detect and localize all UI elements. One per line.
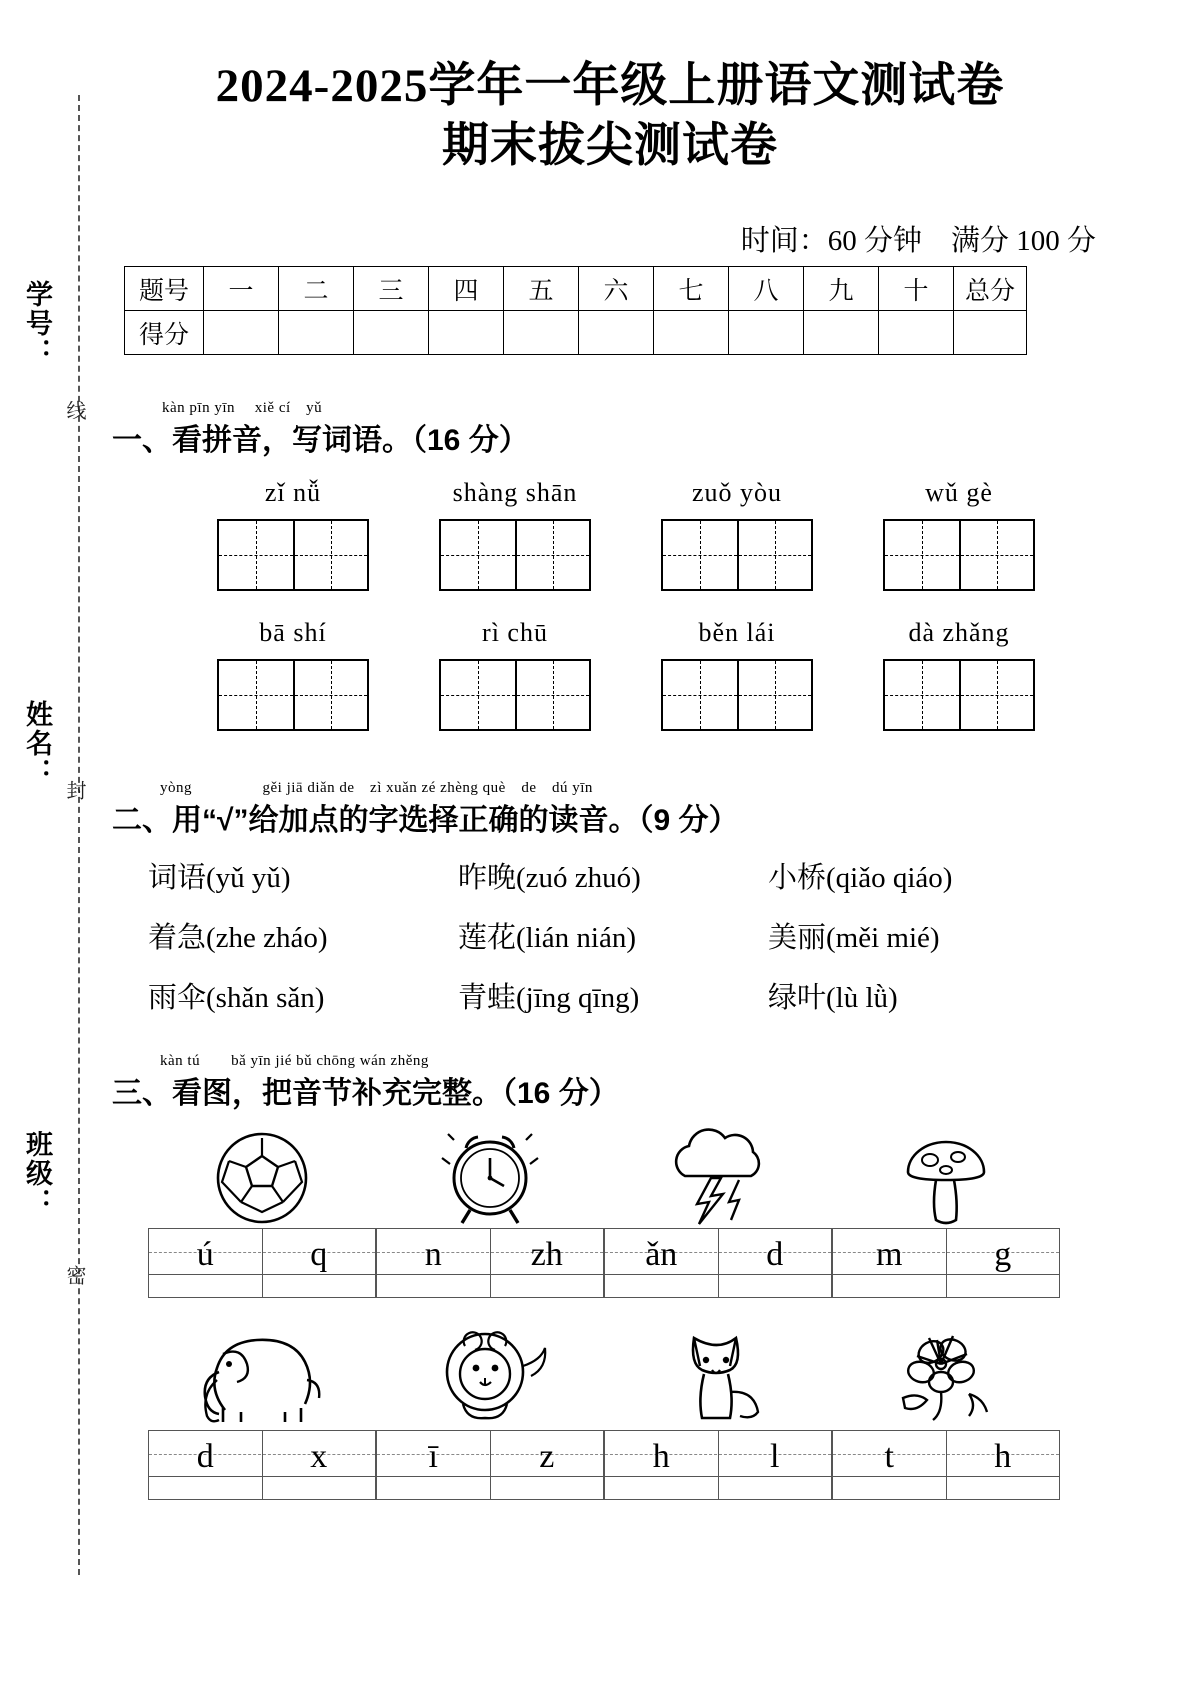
- pinyin-letter-slot[interactable]: [718, 1431, 832, 1499]
- pinyin-box: [832, 1430, 1060, 1500]
- score-col-8: 八: [729, 267, 804, 311]
- section-2-heading: [112, 780, 739, 839]
- lightning-cloud-icon: [604, 1110, 832, 1228]
- score-col-total: 总分: [954, 267, 1027, 311]
- tianzige-item: [848, 478, 1070, 594]
- picture-row-2: [148, 1312, 1158, 1430]
- pinyin-letter-slot[interactable]: [718, 1229, 832, 1297]
- pinyin-choice-item[interactable]: 小桥(qiǎo qiáo): [768, 862, 953, 894]
- left-margin-column: [0, 0, 110, 1684]
- pinyin-box: [604, 1430, 832, 1500]
- pinyin-prompt: běn lái: [698, 618, 776, 647]
- pinyin-letter: l: [770, 1438, 780, 1475]
- pinyin-letter-slot[interactable]: [490, 1229, 604, 1297]
- tianzige-cell[interactable]: [219, 521, 293, 589]
- tianzige-grid[interactable]: [883, 659, 1035, 731]
- alarm-clock-icon: [376, 1110, 604, 1228]
- tianzige-cell[interactable]: [737, 521, 811, 589]
- score-input-4[interactable]: [429, 311, 504, 355]
- score-table-row-label-2: 得分: [125, 311, 204, 355]
- score-table-input-row: [125, 311, 1027, 355]
- peach-blossom-icon: [832, 1312, 1060, 1430]
- mushroom-icon: [832, 1110, 1060, 1228]
- tianzige-grid[interactable]: [217, 519, 369, 591]
- section-3-title: 三、看图，把音节补充完整。（16 分）: [112, 1077, 619, 1110]
- tianzige-cell[interactable]: [293, 521, 367, 589]
- pinyin-letter-slot[interactable]: [377, 1229, 490, 1297]
- pinyin-choice-item[interactable]: 着急(zhe zháo): [148, 922, 328, 954]
- score-input-8[interactable]: [729, 311, 804, 355]
- pinyin-prompt: wǔ gè: [925, 478, 993, 507]
- pinyin-prompt: shàng shān: [452, 478, 578, 507]
- seal-char-xian: 线: [63, 400, 85, 422]
- picture-row-1: [148, 1110, 1158, 1228]
- tianzige-cell[interactable]: [737, 661, 811, 729]
- tianzige-cell[interactable]: [219, 661, 293, 729]
- section-2-body: [148, 855, 1148, 1035]
- tianzige-item: [404, 478, 626, 594]
- pinyin-box: [148, 1430, 376, 1500]
- pinyin-choice-row: [148, 855, 1148, 896]
- pinyin-choice-row: [148, 915, 1148, 956]
- tianzige-cell[interactable]: [441, 661, 515, 729]
- score-col-4: 四: [429, 267, 504, 311]
- section-1-title: 一、看拼音，写词语。（16 分）: [112, 424, 529, 457]
- pinyin-letter-slot[interactable]: [605, 1229, 718, 1297]
- fox-icon: [604, 1312, 832, 1430]
- pinyin-box-row-2: [148, 1430, 1158, 1500]
- score-input-5[interactable]: [504, 311, 579, 355]
- pinyin-box-row-1: [148, 1228, 1158, 1298]
- title-line-2: 期末拔尖测试卷: [442, 120, 778, 172]
- pinyin-letter: d: [196, 1438, 214, 1475]
- pinyin-letter: ī: [428, 1438, 438, 1475]
- pinyin-prompt: zuǒ yòu: [691, 478, 783, 507]
- score-col-5: 五: [504, 267, 579, 311]
- tianzige-item: [626, 618, 848, 734]
- tianzige-cell[interactable]: [293, 661, 367, 729]
- section-3-heading: [112, 1053, 619, 1112]
- pinyin-prompt: bā shí: [259, 618, 327, 647]
- field-label-class: 班级：: [22, 1130, 52, 1217]
- pinyin-letter: t: [884, 1438, 894, 1475]
- pinyin-letter-slot[interactable]: [946, 1229, 1060, 1297]
- section-1-body: [112, 478, 1112, 758]
- score-input-6[interactable]: [579, 311, 654, 355]
- field-label-name: 姓名：: [22, 700, 52, 787]
- tianzige-cell[interactable]: [515, 661, 589, 729]
- pinyin-letter-slot[interactable]: [149, 1431, 262, 1499]
- pinyin-letter-slot[interactable]: [262, 1229, 376, 1297]
- tianzige-item: [626, 478, 848, 594]
- soccer-ball-icon: [148, 1110, 376, 1228]
- pinyin-letter: x: [310, 1438, 328, 1475]
- exam-meta-info: 时间：60 分钟 满分 100 分: [740, 225, 1096, 257]
- pinyin-choice-row: [148, 975, 1148, 1016]
- section-2-pinyin: yòng gěi jiā diǎn de zì xuǎn zé zhèng què de dú yīn: [160, 780, 593, 796]
- score-input-3[interactable]: [354, 311, 429, 355]
- score-col-9: 九: [804, 267, 879, 311]
- pinyin-letter-slot[interactable]: [833, 1229, 946, 1297]
- tianzige-row-2: [182, 618, 1112, 734]
- score-input-1[interactable]: [204, 311, 279, 355]
- tianzige-grid[interactable]: [439, 659, 591, 731]
- score-col-10: 十: [879, 267, 954, 311]
- seal-char-mi: 密: [63, 1265, 85, 1287]
- pinyin-box: [832, 1228, 1060, 1298]
- score-input-9[interactable]: [804, 311, 879, 355]
- pinyin-letter: n: [424, 1236, 442, 1273]
- pinyin-choice-item[interactable]: 词语(yǔ yǔ): [148, 862, 291, 894]
- pinyin-choice-item[interactable]: 绿叶(lù lǜ): [768, 982, 898, 1014]
- pinyin-letter: z: [539, 1438, 555, 1475]
- tianzige-grid[interactable]: [439, 519, 591, 591]
- pinyin-letter: m: [876, 1236, 903, 1273]
- pinyin-letter: h: [652, 1438, 670, 1475]
- pinyin-letter: zh: [530, 1236, 563, 1273]
- tianzige-cell[interactable]: [959, 661, 1033, 729]
- tianzige-item: [182, 618, 404, 734]
- pinyin-box: [148, 1228, 376, 1298]
- field-label-student-number: 学号：: [22, 280, 52, 367]
- pinyin-letter: g: [994, 1236, 1012, 1273]
- lion-icon: [376, 1312, 604, 1430]
- pinyin-box: [604, 1228, 832, 1298]
- pinyin-letter-slot[interactable]: [149, 1229, 262, 1297]
- pinyin-letter: ú: [196, 1236, 214, 1273]
- tianzige-cell[interactable]: [515, 521, 589, 589]
- section-1-pinyin: kàn pīn yīn xiě cí yǔ: [162, 400, 323, 416]
- score-col-1: 一: [204, 267, 279, 311]
- pinyin-letter-slot[interactable]: [833, 1431, 946, 1499]
- pinyin-letter: d: [766, 1236, 784, 1273]
- score-input-7[interactable]: [654, 311, 729, 355]
- tianzige-item: [404, 618, 626, 734]
- section-2-title: 二、用“√”给加点的字选择正确的读音。（9 分）: [112, 804, 739, 837]
- score-col-7: 七: [654, 267, 729, 311]
- page-title: [110, 58, 1110, 174]
- pinyin-letter-slot[interactable]: [377, 1431, 490, 1499]
- pinyin-letter-slot[interactable]: [262, 1431, 376, 1499]
- pinyin-letter-slot[interactable]: [490, 1431, 604, 1499]
- pinyin-prompt: dà zhǎng: [908, 618, 1010, 647]
- pinyin-prompt: zǐ nǚ: [264, 478, 322, 507]
- tianzige-cell[interactable]: [663, 661, 737, 729]
- score-input-total[interactable]: [954, 311, 1027, 355]
- pinyin-choice-item[interactable]: 莲花(lián nián): [458, 922, 636, 954]
- tianzige-cell[interactable]: [885, 661, 959, 729]
- section-1-heading: [112, 400, 529, 459]
- tianzige-cell[interactable]: [885, 521, 959, 589]
- pinyin-choice-item[interactable]: 雨伞(shǎn sǎn): [148, 982, 325, 1014]
- score-table: [124, 266, 1027, 355]
- pinyin-prompt: rì chū: [482, 618, 548, 647]
- score-table-header-row: [125, 267, 1027, 311]
- pinyin-choice-item[interactable]: 昨晚(zuó zhuó): [458, 862, 641, 894]
- section-3-pinyin: kàn tú bǎ yīn jié bǔ chōng wán zhěng: [160, 1053, 429, 1069]
- title-line-1: 2024-2025学年一年级上册语文测试卷: [215, 60, 1005, 112]
- tianzige-item: [182, 478, 404, 594]
- score-col-3: 三: [354, 267, 429, 311]
- pinyin-letter-slot[interactable]: [605, 1431, 718, 1499]
- tianzige-item: [848, 618, 1070, 734]
- score-input-2[interactable]: [279, 311, 354, 355]
- pinyin-letter: q: [310, 1236, 328, 1273]
- pinyin-box: [376, 1430, 604, 1500]
- seal-char-feng: 封: [63, 780, 85, 802]
- elephant-icon: [148, 1312, 376, 1430]
- pinyin-box: [376, 1228, 604, 1298]
- tianzige-cell[interactable]: [663, 521, 737, 589]
- tianzige-row-1: [182, 478, 1112, 594]
- score-col-6: 六: [579, 267, 654, 311]
- pinyin-choice-item[interactable]: 美丽(měi mié): [768, 922, 940, 954]
- score-input-10[interactable]: [879, 311, 954, 355]
- pinyin-letter: h: [994, 1438, 1012, 1475]
- pinyin-choice-item[interactable]: 青蛙(jīng qīng): [458, 982, 640, 1014]
- tianzige-grid[interactable]: [661, 659, 813, 731]
- seal-dashed-line: [78, 95, 80, 1575]
- pinyin-letter: ǎn: [645, 1236, 678, 1273]
- tianzige-grid[interactable]: [217, 659, 369, 731]
- pinyin-letter-slot[interactable]: [946, 1431, 1060, 1499]
- tianzige-cell[interactable]: [959, 521, 1033, 589]
- tianzige-grid[interactable]: [661, 519, 813, 591]
- tianzige-cell[interactable]: [441, 521, 515, 589]
- score-col-2: 二: [279, 267, 354, 311]
- score-table-row-label: 题号: [125, 267, 204, 311]
- section-3-body: [148, 1110, 1158, 1514]
- tianzige-grid[interactable]: [883, 519, 1035, 591]
